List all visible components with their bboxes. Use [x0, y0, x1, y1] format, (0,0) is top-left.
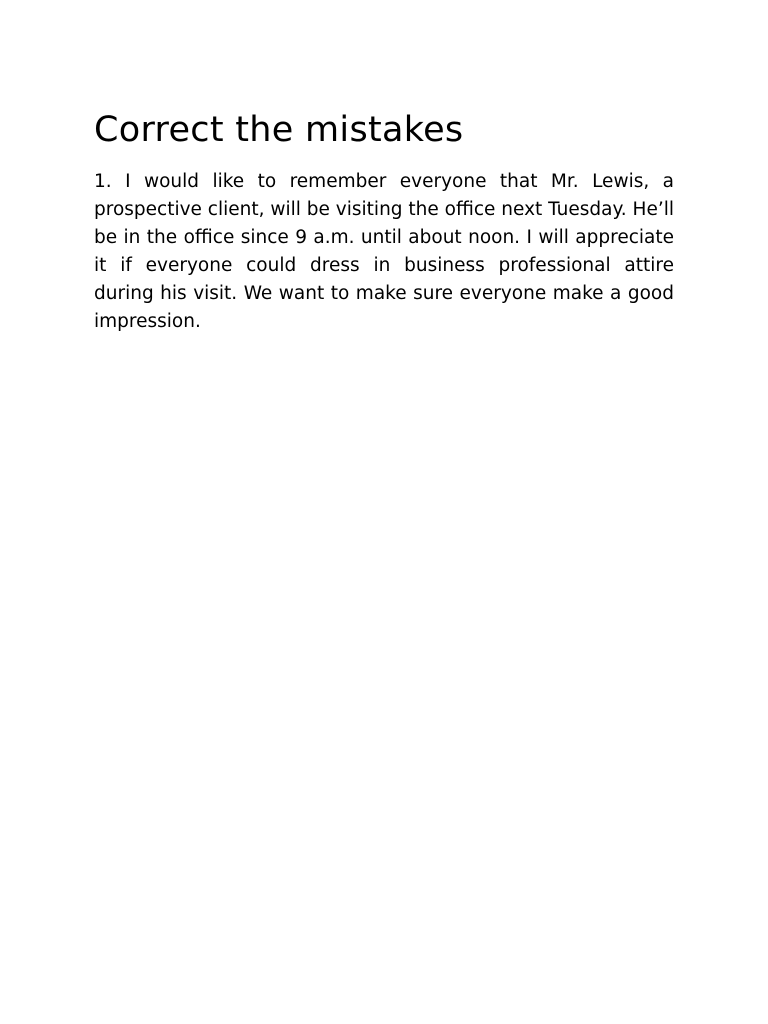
document-title: Correct the mistakes — [94, 110, 464, 150]
exercise-paragraph: 1. I would like to remember everyone that Mr. Lewis, a prospective client, will be visiting the office next Tuesday. He’ll be in the office since 9 a.m. until about noon. I will appreciate it if everyone could dress in business professional attire during his visit. We want to make sure everyone make a good impression. — [94, 171, 675, 332]
document-page — [94, 106, 674, 336]
